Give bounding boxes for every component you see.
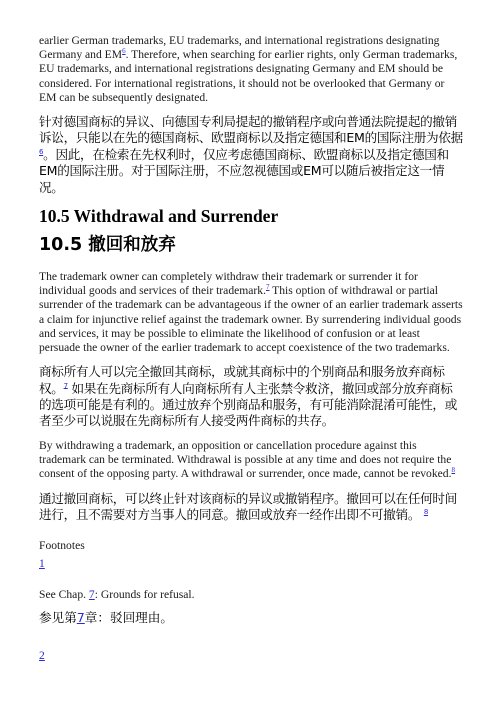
text-run: : Grounds for refusal. [94, 587, 195, 601]
text-run: 针对德国商标的异议、向德国专利局提起的撤销程序或向普通法院提起的撤销诉讼，只能以在先的德国商标、欧盟商标以及指定德国和EM的国际注册为依据 [39, 114, 463, 146]
section-heading-zh: 10.5 撤回和放弃 [39, 235, 176, 256]
text-run: earlier German trademarks, EU trademarks, and international registrations designating Germany and EM [39, 34, 440, 62]
footnotes-heading: Footnotes [39, 539, 85, 553]
chapter-link[interactable]: 7 [76, 609, 85, 625]
paragraph-zh-1 [39, 114, 463, 196]
footnote-1-zh [39, 610, 463, 626]
paragraph-zh-3 [39, 491, 463, 524]
section-heading-en: 10.5 Withdrawal and Surrender [39, 206, 279, 227]
text-run: 参见第 [39, 609, 77, 625]
text-run: 通过撤回商标，可以终止针对该商标的异议或撤销程序。撤回可以在任何时间进行，且不需要对方当事人的同意。撤回或放弃一经作出即不可撤销。 [39, 490, 457, 522]
footnote-ref-6[interactable]: 6 [39, 147, 44, 156]
footnote-ref-8[interactable]: 8 [423, 507, 428, 516]
text-run: By withdrawing a trademark, an opposition or cancellation procedure against this trademark can be terminated. Withdrawal is possible at any time and does not require the consent of the opposing party. A withdrawal or surrender, once made, cannot be revoked. [39, 438, 452, 481]
footnote-2-anchor-wrap [39, 646, 463, 664]
footnote-ref-7[interactable]: 7 [63, 381, 68, 390]
text-run: 商标所有人可以完全撤回其商标，或就其商标中的个别商品和服务放弃商标权。 [39, 364, 445, 396]
footnote-ref-6[interactable]: 6 [122, 47, 126, 56]
paragraph-en-3 [39, 439, 463, 482]
paragraph-en-2 [39, 270, 463, 355]
text-run: See Chap. [39, 587, 89, 601]
text-run: 章：驳回理由。 [84, 609, 173, 625]
text-run: 。因此，在检索在先权利时，仅应考虑德国商标、欧盟商标以及指定德国和EM的国际注册。对于国际注册，不应忽视德国或EM可以随后被指定这一情况。 [39, 146, 449, 195]
footnote-1-en [39, 588, 463, 602]
text-run: This option of withdrawal or partial surrender of the trademark can be advantageous if the owner of an earlier trademark asserts a claim for injunctive relief against the trademark owner. By surrendering individual goods and services, it may be possible to eliminate the likelihood of confusion or at least persuade the owner of the earlier trademark to accept coexistence of the two trademarks. [39, 284, 463, 355]
text-run: The trademark owner can completely withdraw their trademark or surrender it for individual goods and services of their trademark. [39, 270, 418, 298]
paragraph-zh-2 [39, 364, 463, 430]
footnote-1-backlink[interactable]: 1 [39, 556, 45, 570]
paragraph-en-1 [39, 34, 463, 105]
footnote-ref-7[interactable]: 7 [265, 283, 270, 292]
document-page [39, 34, 463, 680]
text-run: 如果在先商标所有人向商标所有人主张禁令救济，撤回或部分放弃商标的选项可能是有利的。通过放弃个别商品和服务，有可能消除混淆可能性，或者至少可以说服在先商标所有人接受两件商标的共存。 [39, 380, 457, 429]
footnote-1-anchor-wrap [39, 554, 463, 572]
text-run: . Therefore, when searching for earlier rights, only German trademarks, EU trademarks, and international registrations designating Germany and EM should be considered. For international registrations, it should not be overlooked that Germany or EM can be subsequently designated. [39, 48, 458, 104]
footnote-ref-8[interactable]: 8 [451, 466, 455, 475]
chapter-link[interactable]: 7 [88, 587, 95, 601]
footnote-2-backlink[interactable]: 2 [39, 649, 45, 663]
